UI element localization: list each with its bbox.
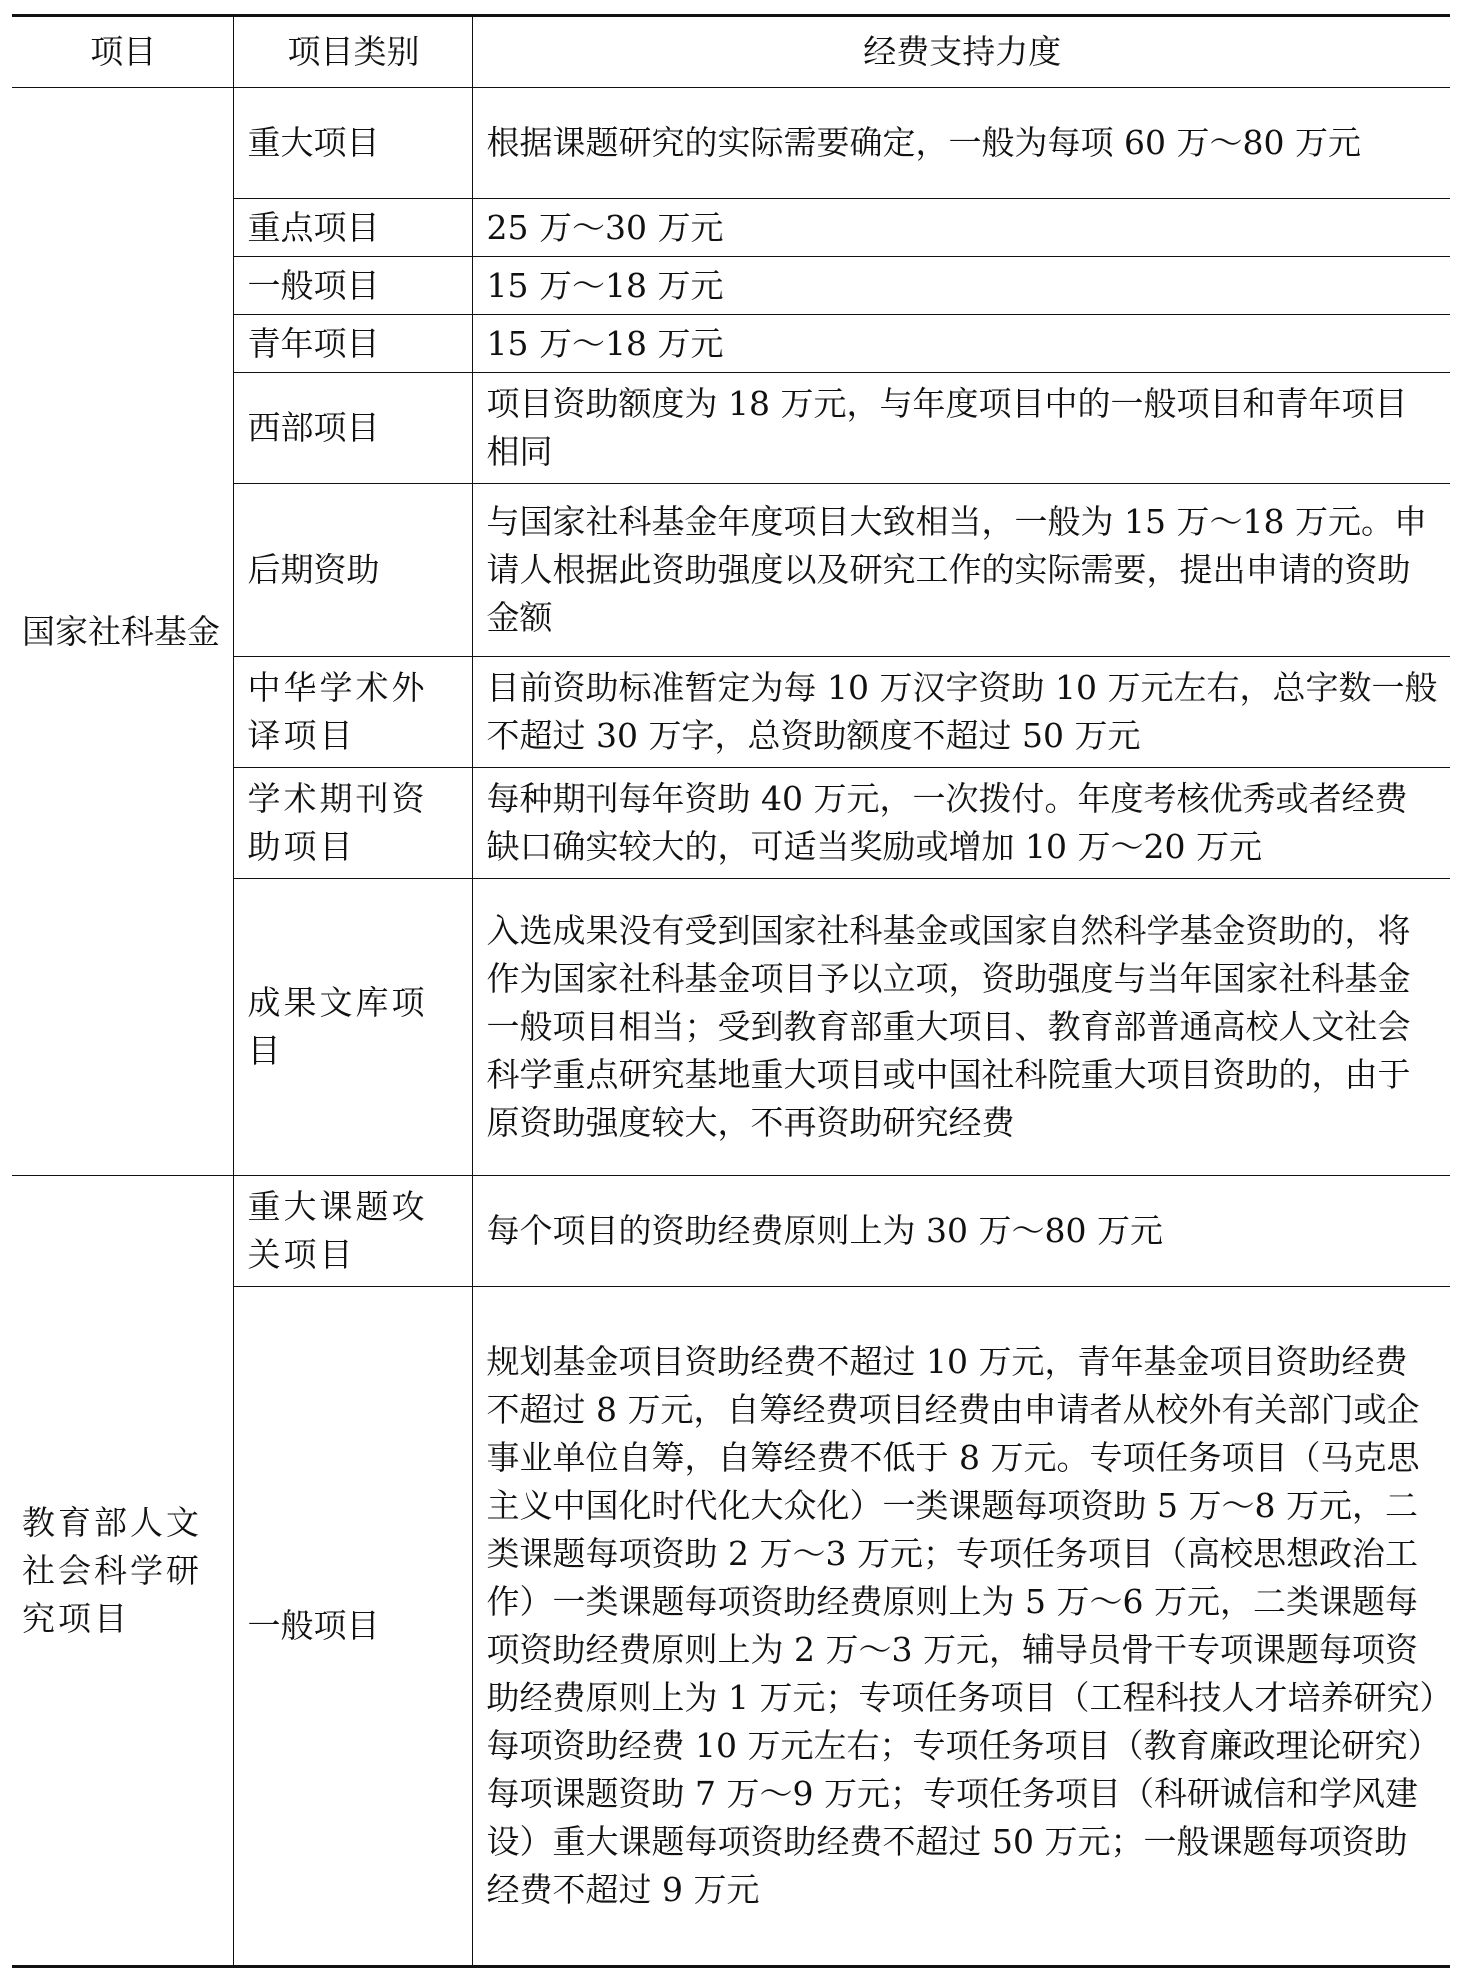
- funding-table: [12, 14, 1450, 1968]
- support-cell: 规划基金项目资助经费不超过 10 万元，青年基金项目资助经费不超过 8 万元，自筹经费项目经费由申请者从校外有关部门或企事业单位自筹，自筹经费不低于 8 万元。专项任务项目（马克思主义中国化时代化大众化）一类课题每项资助 5 万～8 万元，二类课题每项资助 2 万～3 万元；专项任务项目（高校思想政治工作）一类课题每项资助经费原则上为 5 万～6 万元，二类课题每项资助经费原则上为 2 万～3 万元，辅导员骨干专项课题每项资助经费原则上为 1 万元；专项任务项目（工程科技人才培养研究）每项资助经费 10 万元左右；专项任务项目（教育廉政理论研究）每项课题资助 7 万～9 万元；专项任务项目（科研诚信和学风建设）重大课题每项资助经费不超过 50 万元；一般课题每项资助经费不超过 9 万元: [472, 1287, 1450, 1967]
- category-cell: 重点项目: [233, 199, 472, 257]
- program-name-cell: 国家社科基金: [12, 88, 233, 1176]
- category-cell: 青年项目: [233, 315, 472, 373]
- category-cell: 西部项目: [233, 373, 472, 484]
- support-cell: 15 万～18 万元: [472, 257, 1450, 315]
- support-cell: 根据课题研究的实际需要确定，一般为每项 60 万～80 万元: [472, 88, 1450, 199]
- category-cell: 一般项目: [233, 1287, 472, 1967]
- header-support: 经费支持力度: [472, 16, 1450, 88]
- category-cell: 学术期刊资助项目: [233, 768, 472, 879]
- header-project: 项目: [12, 16, 233, 88]
- category-cell: 中华学术外译项目: [233, 657, 472, 768]
- table-row: [12, 88, 1450, 199]
- support-cell: 入选成果没有受到国家社科基金或国家自然科学基金资助的，将作为国家社科基金项目予以立项，资助强度与当年国家社科基金一般项目相当；受到教育部重大项目、教育部普通高校人文社会科学重点研究基地重大项目或中国社科院重大项目资助的，由于原资助强度较大，不再资助研究经费: [472, 879, 1450, 1176]
- category-cell: 一般项目: [233, 257, 472, 315]
- category-cell: 后期资助: [233, 484, 472, 657]
- header-category: 项目类别: [233, 16, 472, 88]
- table-row: [12, 1176, 1450, 1287]
- table-header-row: [12, 16, 1450, 88]
- program-name-cell: 教育部人文社会科学研究项目: [12, 1176, 233, 1967]
- support-cell: 25 万～30 万元: [472, 199, 1450, 257]
- support-cell: 与国家社科基金年度项目大致相当，一般为 15 万～18 万元。申请人根据此资助强度以及研究工作的实际需要，提出申请的资助金额: [472, 484, 1450, 657]
- support-cell: 每个项目的资助经费原则上为 30 万～80 万元: [472, 1176, 1450, 1287]
- category-cell: 重大课题攻关项目: [233, 1176, 472, 1287]
- support-cell: 目前资助标准暂定为每 10 万汉字资助 10 万元左右，总字数一般不超过 30 万字，总资助额度不超过 50 万元: [472, 657, 1450, 768]
- category-cell: 成果文库项目: [233, 879, 472, 1176]
- support-cell: 15 万～18 万元: [472, 315, 1450, 373]
- support-cell: 项目资助额度为 18 万元，与年度项目中的一般项目和青年项目相同: [472, 373, 1450, 484]
- support-cell: 每种期刊每年资助 40 万元，一次拨付。年度考核优秀或者经费缺口确实较大的，可适当奖励或增加 10 万～20 万元: [472, 768, 1450, 879]
- category-cell: 重大项目: [233, 88, 472, 199]
